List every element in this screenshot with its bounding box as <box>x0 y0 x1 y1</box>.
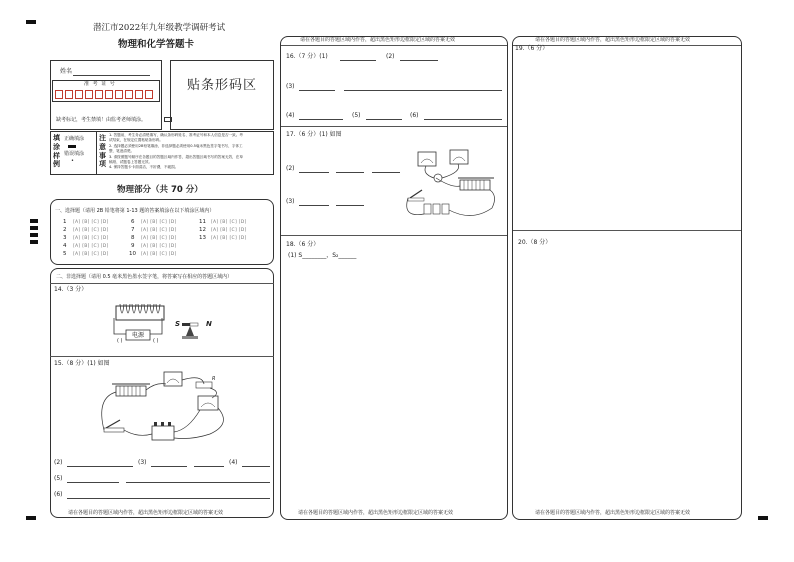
choice-question-number: 7 <box>131 227 135 233</box>
q20-label: 20.（8 分） <box>518 239 552 246</box>
choice-question-number: 9 <box>131 243 135 249</box>
ticket-digit-cell[interactable] <box>125 90 133 99</box>
q16-answer-3-label: (3) <box>286 83 295 90</box>
divider <box>50 356 274 357</box>
q17-answer-3b-field[interactable] <box>336 205 364 206</box>
physics-section-title: 物理部分（共 70 分） <box>117 185 203 195</box>
warning-text: 请在各题目的答题区域内作答，超出黑色矩形边框限定区域的答案无效 <box>535 37 691 43</box>
ticket-label: 准 考 证 号 <box>84 81 116 87</box>
ticket-digit-cell[interactable] <box>135 90 143 99</box>
q18-label: 18.（6 分） <box>286 241 320 248</box>
choice-question-number: 10 <box>129 251 136 257</box>
barcode-label: 贴条形码区 <box>187 78 258 93</box>
q16-answer-6-field[interactable] <box>424 119 502 120</box>
q17-answer-2b-field[interactable] <box>336 172 364 173</box>
choice-options[interactable]: [A] [B] [C] [D] <box>141 251 177 257</box>
warning-text: 请在各题目的答题区域内作答，超出黑色矩形边框限定区域的答案无效 <box>298 510 454 516</box>
q17-circuit-figure <box>402 148 502 226</box>
q16-label: 16.（7 分）(1) <box>286 53 328 60</box>
choice-options[interactable]: [A] [B] [C] [D] <box>141 227 177 233</box>
q16-answer-3b-field[interactable] <box>344 90 502 91</box>
notes-side-label: 注意事项 <box>99 134 106 169</box>
note-item: 整、笔迹清楚。 <box>109 149 135 154</box>
q14-paren-right: ( ) <box>153 338 159 344</box>
q15-answer-3-label: (3) <box>138 459 147 466</box>
ticket-digit-cell[interactable] <box>95 90 103 99</box>
divider <box>281 45 507 46</box>
choice-question-number: 13 <box>199 235 206 241</box>
correct-fill-label: 正确填涂 <box>64 136 85 142</box>
q16-answer-2-label: (2) <box>386 53 395 60</box>
registration-mark <box>26 20 36 24</box>
choice-options[interactable]: [A] [B] [C] [D] <box>141 243 177 249</box>
q15-answer-3a-field[interactable] <box>151 466 187 467</box>
choice-title: 一、选择题（请用 2B 铅笔将第 1-13 题的答案填涂在以下填涂区域内） <box>55 208 215 214</box>
name-label: 姓名 <box>60 68 73 75</box>
ticket-digit-cell[interactable] <box>105 90 113 99</box>
card-title: 物理和化学答题卡 <box>118 39 195 50</box>
note-item: 3. 请按照题号顺序在各题目的答题区域内作答，超出答题区域书写的答案无效，在草 <box>109 154 243 159</box>
note-item: 4. 保持答题卡卡面清洁，不折叠，不破损。 <box>109 165 179 170</box>
q15-answer-5b-field[interactable] <box>126 482 270 483</box>
absent-note: 缺考标记，考生禁填！由监考老师填涂。 <box>56 117 147 123</box>
divider <box>513 230 741 231</box>
choice-question-number: 5 <box>63 251 67 257</box>
nonchoice-title: 二、非选择题（请用 0.5 毫米黑色墨水签字笔，将答案写在相应的答题区域内） <box>56 274 233 280</box>
q15-answer-6-label: (6) <box>54 491 63 498</box>
q17-answer-2-label: (2) <box>286 165 295 172</box>
fill-notes-divider <box>96 131 97 175</box>
choice-question-number: 4 <box>63 243 67 249</box>
q15-answer-4-label: (4) <box>229 459 238 466</box>
ticket-digit-cell[interactable] <box>75 90 83 99</box>
choice-options[interactable]: [A] [B] [C] [D] <box>73 243 109 249</box>
q15-answer-5-label: (5) <box>54 475 63 482</box>
q17-answer-3-label: (3) <box>286 198 295 205</box>
choice-question-number: 6 <box>131 219 135 225</box>
q15-answer-2-field[interactable] <box>67 466 133 467</box>
choice-question-number: 8 <box>131 235 135 241</box>
q17-label: 17.（6 分）(1) 如图 <box>286 131 342 138</box>
q16-answer-4-field[interactable] <box>299 119 343 120</box>
ticket-digit-cell[interactable] <box>145 90 153 99</box>
exam-title: 潜江市2022年九年级教学调研考试 <box>93 23 226 33</box>
ticket-digit-cell[interactable] <box>55 90 63 99</box>
registration-mark <box>26 516 36 520</box>
absent-checkbox[interactable] <box>164 117 172 122</box>
registration-mark <box>758 516 768 520</box>
q17-answer-3a-field[interactable] <box>299 205 329 206</box>
q16-answer-1-field[interactable] <box>340 60 376 61</box>
q15-label: 15.（8 分）(1) 如图 <box>54 360 110 367</box>
q19-label: 19.（6 分） <box>515 45 549 52</box>
choice-question-number: 11 <box>199 219 206 225</box>
q18-answer-line[interactable]: (1) S________，S₂______ <box>288 252 357 259</box>
q15-circuit-figure <box>92 368 252 448</box>
warning-text: 请在各题目的答题区域内作答，超出黑色矩形边框限定区域的答案无效 <box>68 510 224 516</box>
choice-options[interactable]: [A] [B] [C] [D] <box>141 219 177 225</box>
q17-answer-2a-field[interactable] <box>299 172 329 173</box>
choice-options[interactable]: [A] [B] [C] [D] <box>211 219 247 225</box>
choice-options[interactable]: [A] [B] [C] [D] <box>73 227 109 233</box>
name-field[interactable] <box>73 75 150 76</box>
registration-mark <box>30 219 38 223</box>
note-item: 2. 选择题必须使用2B铅笔填涂，非选择题必须使用0.5毫米黑色签字笔书写，字体工 <box>109 143 243 148</box>
correct-fill-sample <box>68 145 76 148</box>
barcode-area <box>170 60 274 130</box>
divider <box>281 235 507 236</box>
q15-answer-4-field[interactable] <box>242 466 270 467</box>
choice-question-number: 1 <box>63 219 67 225</box>
warning-text: 请在各题目的答题区域内作答，超出黑色矩形边框限定区域的答案无效 <box>300 37 456 43</box>
q16-answer-2-field[interactable] <box>400 60 438 61</box>
q16-answer-5-field[interactable] <box>366 119 402 120</box>
q16-answer-5-label: (5) <box>352 112 361 119</box>
note-item: 试结束，在规定位置粘贴条形码。 <box>109 138 163 143</box>
q16-answer-4-label: (4) <box>286 112 295 119</box>
ticket-digit-cell[interactable] <box>85 90 93 99</box>
q14-n-label: N <box>206 320 212 328</box>
choice-options[interactable]: [A] [B] [C] [D] <box>73 251 109 257</box>
ticket-digit-cell[interactable] <box>65 90 73 99</box>
choice-question-number: 12 <box>199 227 206 233</box>
q17-answer-2c-field[interactable] <box>372 172 400 173</box>
choice-options[interactable]: [A] [B] [C] [D] <box>73 235 109 241</box>
wrong-fill-label: 错误填涂 <box>64 151 85 157</box>
q16-answer-6-label: (6) <box>410 112 419 119</box>
right-answer-panel <box>512 36 742 520</box>
choice-options[interactable]: [A] [B] [C] [D] <box>211 235 247 241</box>
choice-question-number: 2 <box>63 227 67 233</box>
q15-answer-2-label: (2) <box>54 459 63 466</box>
q15-answer-6-field[interactable] <box>67 498 270 499</box>
warning-text: 请在各题目的答题区域内作答，超出黑色矩形边框限定区域的答案无效 <box>535 510 691 516</box>
divider <box>50 283 274 284</box>
ticket-digit-cell[interactable] <box>115 90 123 99</box>
q15-answer-3b-field[interactable] <box>194 466 224 467</box>
q14-paren-left: ( ) <box>117 338 123 344</box>
fill-example-side-label: 填涂样例 <box>53 134 60 169</box>
q15-r-label: R <box>212 376 216 382</box>
divider <box>281 126 507 127</box>
q14-power-label: 电源 <box>132 332 145 339</box>
note-item: 1. 答题前，考生务必清楚填写，确认条形码姓名、准考证号和本人信息是否一致。考 <box>109 133 243 137</box>
q14-label: 14.（3 分） <box>54 286 88 293</box>
registration-mark <box>30 240 38 244</box>
middle-answer-panel <box>280 36 508 520</box>
choice-question-number: 3 <box>63 235 67 241</box>
q15-answer-5a-field[interactable] <box>67 482 119 483</box>
choice-options[interactable]: [A] [B] [C] [D] <box>211 227 247 233</box>
q14-electromagnet-figure <box>110 298 230 348</box>
q16-answer-3a-field[interactable] <box>299 90 335 91</box>
note-item: 稿纸、试题卷上答题无效。 <box>109 160 153 164</box>
registration-mark <box>30 233 38 237</box>
wrong-fill-sample: • <box>71 158 74 164</box>
q14-s-label: S <box>175 320 181 328</box>
choice-options[interactable]: [A] [B] [C] [D] <box>141 235 177 241</box>
registration-mark <box>30 226 38 230</box>
choice-options[interactable]: [A] [B] [C] [D] <box>73 219 109 225</box>
